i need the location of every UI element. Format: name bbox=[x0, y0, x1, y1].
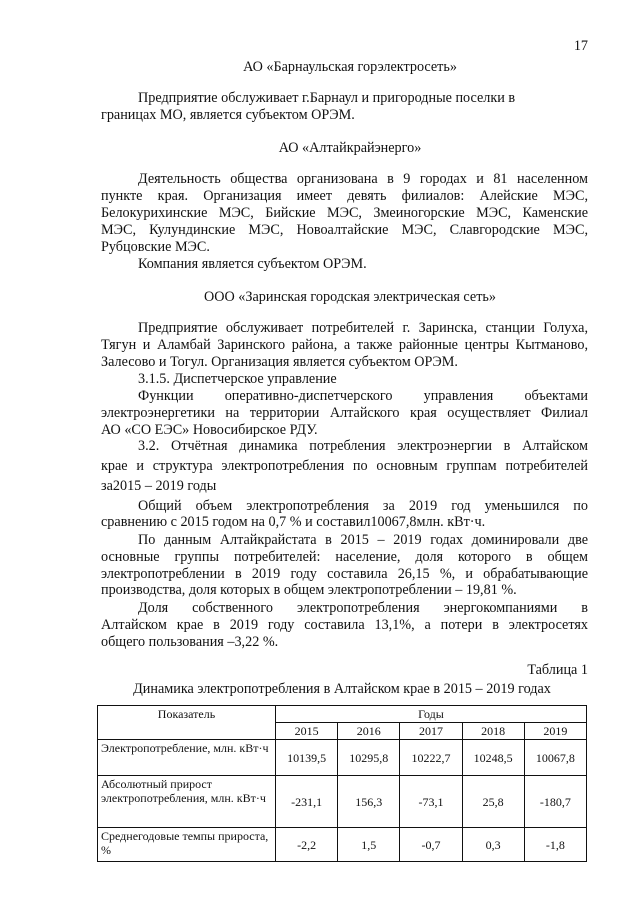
table-cell: -73,1 bbox=[400, 776, 462, 828]
table-header-year: 2017 bbox=[400, 723, 462, 740]
table-header-year: 2015 bbox=[276, 723, 338, 740]
paragraph-line: Общий объем электропотребления за 2019 год уменьшился по bbox=[138, 498, 588, 514]
table-cell: 10067,8 bbox=[524, 740, 586, 776]
table-label: Таблица 1 bbox=[527, 662, 588, 678]
table-header-year: 2018 bbox=[462, 723, 524, 740]
page-number: 17 bbox=[573, 38, 588, 54]
paragraph-line: Компания является субъектом ОРЭМ. bbox=[138, 256, 367, 272]
subsection-heading: крае и структура электропотребления по основным группам потребителей bbox=[101, 458, 588, 474]
paragraph-line: Рубцовские МЭС. bbox=[101, 239, 210, 255]
table-header-years: Годы bbox=[276, 706, 587, 723]
paragraph-line: Деятельность общества организована в 9 городах и 81 населенном bbox=[138, 171, 588, 187]
table-row-label: Среднегодовые темпы прироста, % bbox=[98, 828, 276, 862]
table-cell: 10248,5 bbox=[462, 740, 524, 776]
paragraph-line: границах МО, является субъектом ОРЭМ. bbox=[101, 107, 355, 123]
table-row bbox=[98, 740, 587, 776]
table-cell: 0,3 bbox=[462, 828, 524, 862]
table-row-label: Абсолютный прирост электропотребления, млн. кВт·ч bbox=[98, 776, 276, 828]
paragraph-line: Тягун и Аламбай Заринского района, а также районные центры Кытманово, bbox=[101, 337, 588, 353]
table-cell: -0,7 bbox=[400, 828, 462, 862]
table-header-indicator: Показатель bbox=[98, 706, 276, 740]
paragraph-line: МЭС, Кулундинские МЭС, Новоалтайские МЭС, Славгородские МЭС, bbox=[101, 222, 588, 238]
table-row bbox=[98, 776, 587, 828]
table-cell: 156,3 bbox=[338, 776, 400, 828]
paragraph-line: электроэнергетики на территории Алтайского края осуществляет Филиал bbox=[101, 405, 588, 421]
table-cell: 10295,8 bbox=[338, 740, 400, 776]
table-cell: 10139,5 bbox=[276, 740, 338, 776]
table-title: Динамика электропотребления в Алтайском крае в 2015 – 2019 годах bbox=[133, 681, 551, 697]
paragraph-line: Функции оперативно-диспетчерского управления объектами bbox=[138, 388, 588, 404]
paragraph-line: АО «СО ЕЭС» Новосибирское РДУ. bbox=[101, 422, 318, 438]
paragraph-line: пункте края. Организация имеет девять филиалов: Алейские МЭС, bbox=[101, 188, 588, 204]
subsection-heading: 3.1.5. Диспетчерское управление bbox=[138, 371, 337, 387]
table-row-label: Электропотребление, млн. кВт·ч bbox=[98, 740, 276, 776]
table-cell: -2,2 bbox=[276, 828, 338, 862]
table-cell: -231,1 bbox=[276, 776, 338, 828]
paragraph-line: Предприятие обслуживает г.Барнаул и пригородные поселки в bbox=[138, 90, 516, 106]
consumption-table bbox=[97, 705, 587, 862]
section-title-zarinsk: ООО «Заринская городская электрическая сеть» bbox=[204, 289, 496, 305]
table-cell: -180,7 bbox=[524, 776, 586, 828]
paragraph-line: Алтайском крае в 2019 году составила 13,1%, а потери в электросетях bbox=[101, 617, 588, 633]
paragraph-line: Белокурихинские МЭС, Бийские МЭС, Змеиногорские МЭС, Каменские bbox=[101, 205, 588, 221]
paragraph-line: электропотреблении в 2019 году составила 26,15 %, и обрабатывающие bbox=[101, 566, 588, 582]
paragraph-line: Доля собственного электропотребления энергокомпаниями в bbox=[138, 600, 588, 616]
subsection-heading: за2015 – 2019 годы bbox=[101, 478, 217, 494]
paragraph-line: общего пользования –3,22 %. bbox=[101, 634, 279, 650]
paragraph-line: производства, доля которых в общем электропотреблении – 19,81 %. bbox=[101, 582, 517, 598]
table-header-year: 2019 bbox=[524, 723, 586, 740]
table-row bbox=[98, 828, 587, 862]
table-header-year: 2016 bbox=[338, 723, 400, 740]
paragraph-line: По данным Алтайкрайстата в 2015 – 2019 годах доминировали две bbox=[138, 532, 588, 548]
section-title-barnaul: АО «Барнаульская горэлектросеть» bbox=[243, 59, 457, 75]
table-cell: -1,8 bbox=[524, 828, 586, 862]
paragraph-line: основные группы потребителей: население, доля которого в общем bbox=[101, 549, 588, 565]
paragraph-line: Залесово и Тогул. Организация является субъектом ОРЭМ. bbox=[101, 354, 458, 370]
table-cell: 25,8 bbox=[462, 776, 524, 828]
subsection-heading: 3.2. Отчётная динамика потребления электроэнергии в Алтайском bbox=[138, 438, 588, 454]
table-cell: 1,5 bbox=[338, 828, 400, 862]
paragraph-line: Предприятие обслуживает потребителей г. Заринска, станции Голуха, bbox=[138, 320, 588, 336]
section-title-altaikraienergo: АО «Алтайкрайэнерго» bbox=[278, 140, 422, 156]
table-cell: 10222,7 bbox=[400, 740, 462, 776]
paragraph-line: сравнению с 2015 годом на 0,7 % и составил10067,8млн. кВт·ч. bbox=[101, 514, 486, 530]
